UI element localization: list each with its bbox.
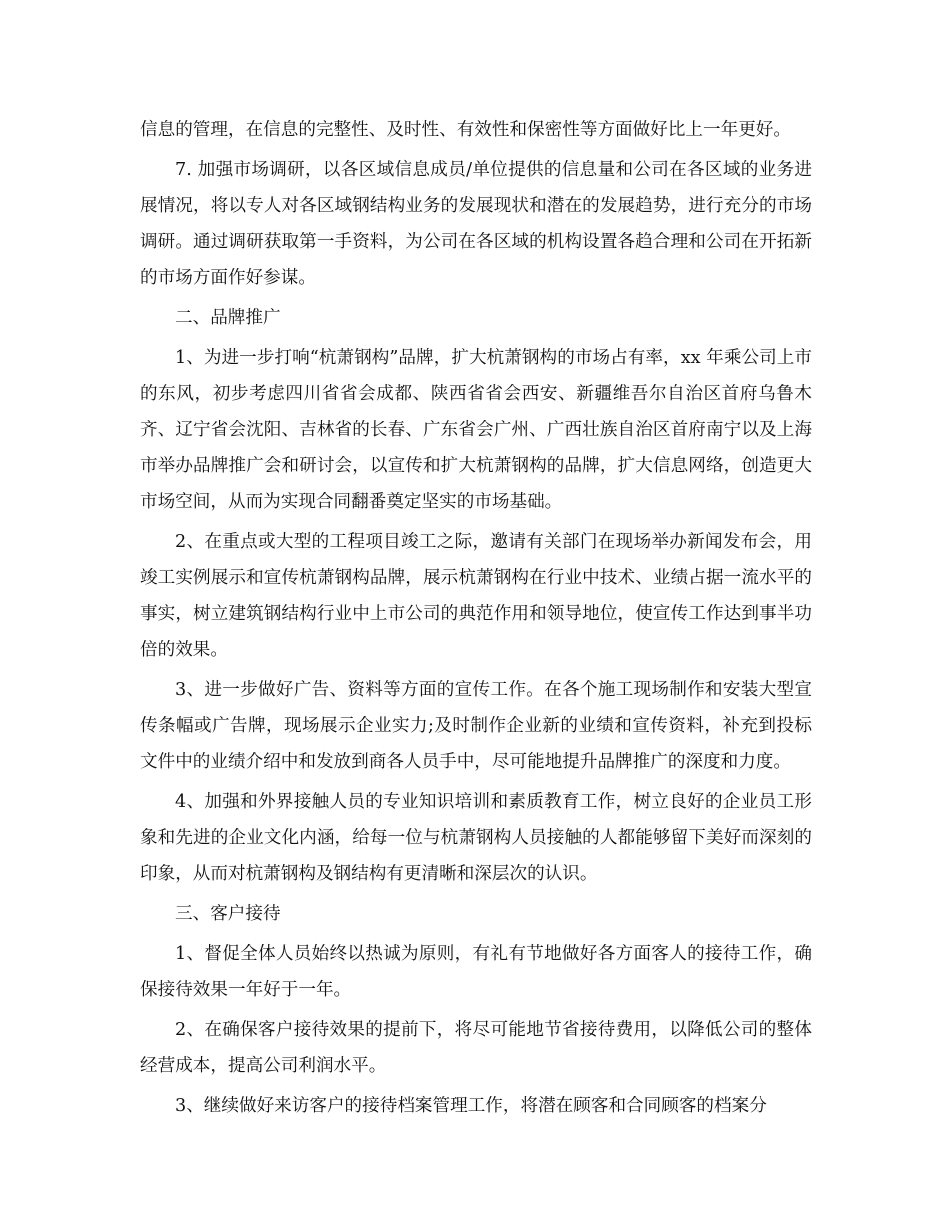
paragraph-reception-item-1: 1、督促全体人员始终以热诚为原则，有礼有节地做好各方面客人的接待工作，确保接待效果一年好于一年。 — [140, 944, 812, 1000]
paragraph-reception-item-2: 2、在确保客户接待效果的提前下，将尽可能地节省接待费用，以降低公司的整体经营成本，提高公司利润水平。 — [140, 1020, 812, 1076]
paragraph-brand-item-2: 2、在重点或大型的工程项目竣工之际，邀请有关部门在现场举办新闻发布会，用竣工实例展示和宣传杭萧钢构品牌，展示杭萧钢构在行业中技术、业绩占据一流水平的事实，树立建筑钢结构行业中上市公司的典范作用和领导地位，使宣传工作达到事半功倍的效果。 — [140, 532, 812, 660]
section-heading-brand-promotion: 二、品牌推广 — [175, 308, 281, 328]
document-body — [140, 112, 812, 1128]
paragraph-market-research: 7. 加强市场调研，以各区域信息成员/单位提供的信息量和公司在各区域的业务进展情况，将以专人对各区域钢结构业务的发展现状和潜在的发展趋势，进行充分的市场调研。通过调研获取第一手资料，为公司在各区域的机构设置各趋合理和公司在开拓新的市场方面作好参谋。 — [140, 160, 812, 288]
paragraph-brand-item-3: 3、进一步做好广告、资料等方面的宣传工作。在各个施工现场制作和安装大型宣传条幅或广告牌，现场展示企业实力;及时制作企业新的业绩和宣传资料，补充到投标文件中的业绩介绍中和发放到商各人员手中，尽可能地提升品牌推广的深度和力度。 — [140, 680, 812, 772]
paragraph-info-management: 信息的管理，在信息的完整性、及时性、有效性和保密性等方面做好比上一年更好。 — [140, 120, 791, 140]
section-heading-customer-reception: 三、客户接待 — [175, 904, 281, 924]
paragraph-reception-item-3: 3、继续做好来访客户的接待档案管理工作，将潜在顾客和合同顾客的档案分 — [175, 1096, 767, 1116]
paragraph-brand-item-4: 4、加强和外界接触人员的专业知识培训和素质教育工作，树立良好的企业员工形象和先进的企业文化内涵，给每一位与杭萧钢构人员接触的人都能够留下美好而深刻的印象，从而对杭萧钢构及钢结构有更清晰和深层次的认识。 — [140, 792, 812, 884]
paragraph-brand-item-1: 1、为进一步打响“杭萧钢构”品牌，扩大杭萧钢构的市场占有率，xx 年乘公司上市的东风，初步考虑四川省省会成都、陕西省省会西安、新疆维吾尔自治区首府乌鲁木齐、辽宁省会沈阳、吉林省的长春、广东省会广州、广西壮族自治区首府南宁以及上海市举办品牌推广会和研讨会，以宣传和扩大杭萧钢构的品牌，扩大信息网络，创造更大市场空间，从而为实现合同翻番奠定坚实的市场基础。 — [140, 348, 812, 512]
